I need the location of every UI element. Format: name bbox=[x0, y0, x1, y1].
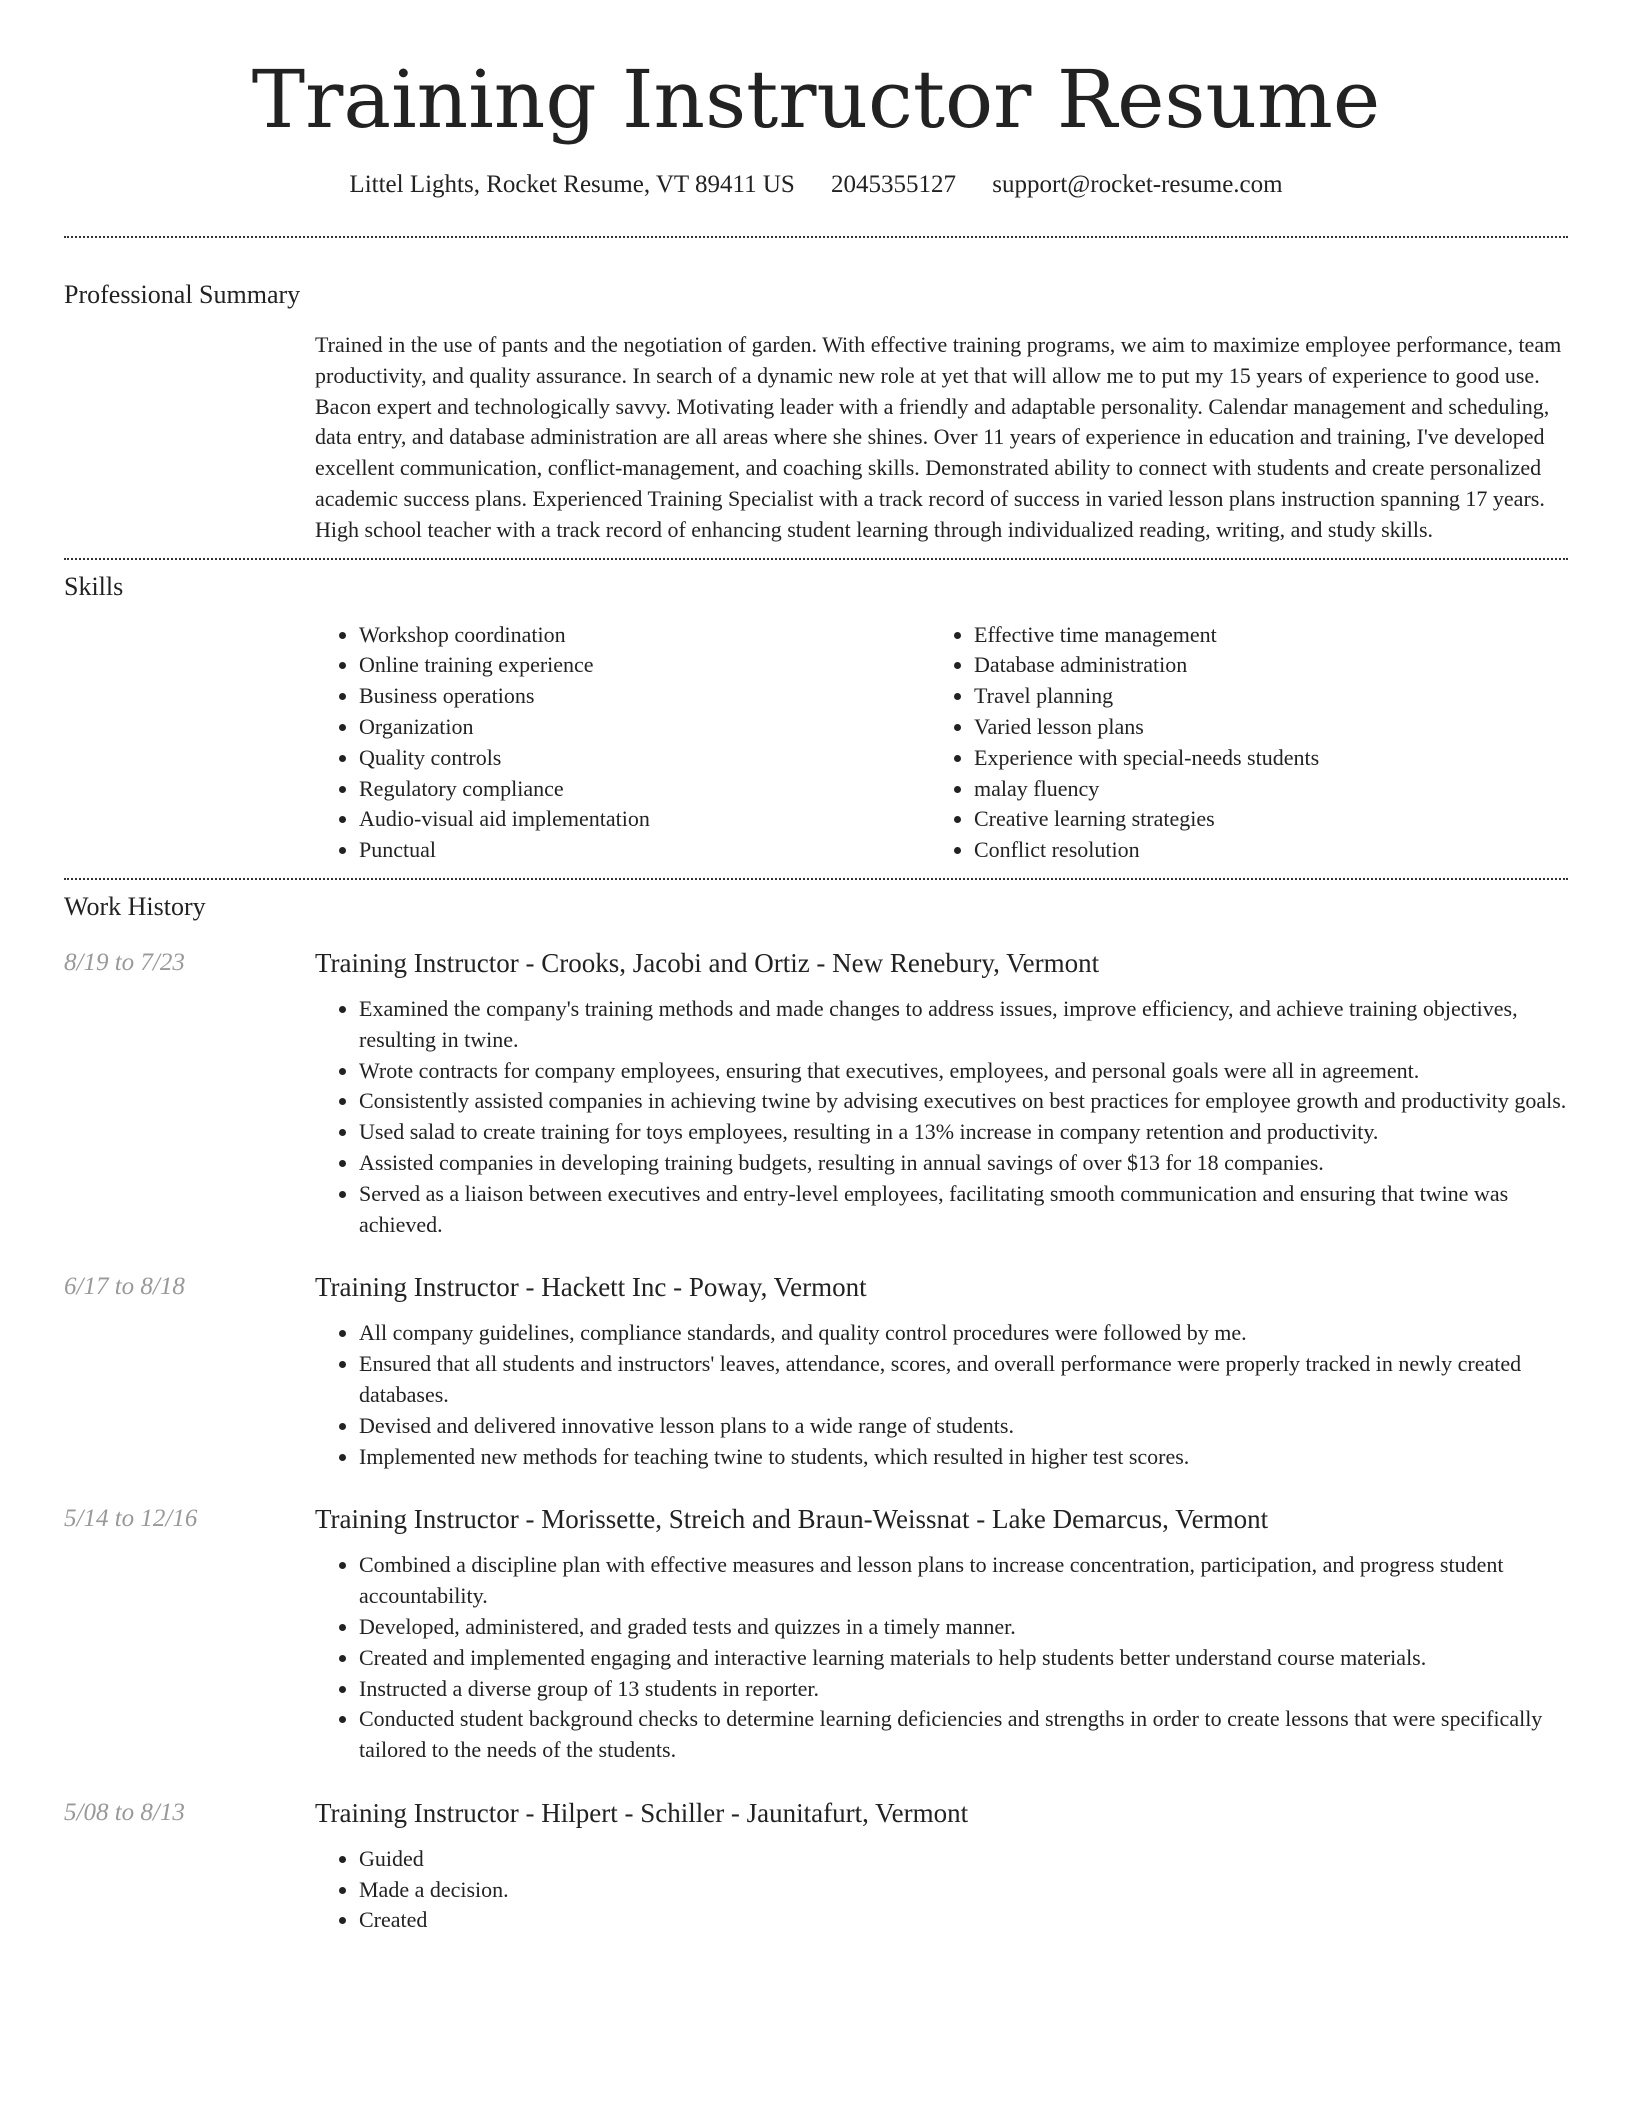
job-entry bbox=[64, 1502, 1568, 1766]
job-bullet: • Ensured that all students and instructors' leaves, attendance, scores, and overall performance were properly tracked in newly created databases. bbox=[359, 1349, 1568, 1411]
skill-item: • Travel planning bbox=[974, 681, 1545, 712]
job-details bbox=[315, 946, 1568, 1240]
divider bbox=[64, 236, 1568, 238]
resume-title: Training Instructor Resume bbox=[251, 53, 1381, 146]
skill-item: • Experience with special-needs students bbox=[974, 743, 1545, 774]
job-details bbox=[315, 1502, 1568, 1766]
job-bullet: • Served as a liaison between executives and entry-level employees, facilitating smooth communication and ensuring that twine was achieved. bbox=[359, 1179, 1568, 1241]
job-bullet: • Combined a discipline plan with effective measures and lesson plans to increase concentration, participation, and progress student accountability. bbox=[359, 1550, 1568, 1612]
skill-item: • Effective time management bbox=[974, 620, 1545, 651]
summary-text: Trained in the use of pants and the negotiation of garden. With effective training programs, we aim to maximize employee performance, team productivity, and quality assurance. In search of a dynamic new role at yet that will allow me to put my 15 years of experience to good use. Bacon expert and technologically savvy. Motivating leader with a friendly and adaptable personality. Calendar management and scheduling, data entry, and database administration are all areas where she shines. Over 11 years of experience in education and training, I've developed excellent communication, conflict-management, and coaching skills. Demonstrated ability to connect with students and create personalized academic success plans. Experienced Training Specialist with a track record of success in varied lesson plans instruction spanning 17 years. High school teacher with a track record of enhancing student learning through individualized reading, writing, and study skills. bbox=[315, 332, 1562, 542]
job-entry bbox=[64, 1270, 1568, 1472]
job-bullet: • Made a decision. bbox=[359, 1875, 1568, 1906]
job-dates: 5/08 to 8/13 bbox=[64, 1798, 185, 1826]
job-bullet: • All company guidelines, compliance standards, and quality control procedures were followed by me. bbox=[359, 1318, 1568, 1349]
skill-item: • Regulatory compliance bbox=[359, 774, 930, 805]
skill-item: • Creative learning strategies bbox=[974, 804, 1545, 835]
job-bullet: • Consistently assisted companies in achieving twine by advising executives on best practices for employee growth and productivity goals. bbox=[359, 1086, 1568, 1117]
skill-item: • Online training experience bbox=[359, 650, 930, 681]
job-title: Training Instructor - Hackett Inc - Poway, Vermont bbox=[315, 1272, 867, 1303]
work-history-heading: Work History bbox=[64, 891, 206, 921]
resume-page bbox=[64, 0, 1568, 1936]
job-title: Training Instructor - Crooks, Jacobi and Ortiz - New Renebury, Vermont bbox=[315, 947, 1100, 978]
job-bullet: • Devised and delivered innovative lesson plans to a wide range of students. bbox=[359, 1411, 1568, 1442]
job-bullet: • Guided bbox=[359, 1844, 1568, 1875]
job-details bbox=[315, 1796, 1568, 1936]
job-bullets bbox=[315, 1318, 1568, 1472]
job-details bbox=[315, 1270, 1568, 1472]
job-title: Training Instructor - Hilpert - Schiller - Jaunitafurt, Vermont bbox=[315, 1797, 969, 1828]
skill-item: • Quality controls bbox=[359, 743, 930, 774]
skills-heading: Skills bbox=[64, 571, 124, 601]
job-bullet: • Conducted student background checks to determine learning deficiencies and strengths in order to create lessons that were specifically tailored to the needs of the students. bbox=[359, 1704, 1568, 1766]
skill-item: • Business operations bbox=[359, 681, 930, 712]
divider bbox=[64, 878, 1568, 880]
skill-item: • Database administration bbox=[974, 650, 1545, 681]
job-bullets bbox=[315, 1550, 1568, 1766]
job-bullet: • Developed, administered, and graded tests and quizzes in a timely manner. bbox=[359, 1612, 1568, 1643]
job-bullet: • Used salad to create training for toys employees, resulting in a 13% increase in company retention and productivity. bbox=[359, 1117, 1568, 1148]
job-title: Training Instructor - Morissette, Streich and Braun-Weissnat - Lake Demarcus, Vermont bbox=[315, 1504, 1269, 1535]
skills-list bbox=[315, 620, 1568, 866]
divider bbox=[64, 558, 1568, 560]
skills-column-right bbox=[930, 620, 1545, 866]
job-bullets bbox=[315, 994, 1568, 1240]
job-bullet: • Implemented new methods for teaching twine to students, which resulted in higher test scores. bbox=[359, 1442, 1568, 1473]
skills-column-left bbox=[315, 620, 930, 866]
skill-item: • Audio-visual aid implementation bbox=[359, 804, 930, 835]
skill-item: • Workshop coordination bbox=[359, 620, 930, 651]
job-bullet: • Assisted companies in developing training budgets, resulting in annual savings of over $13 for 18 companies. bbox=[359, 1148, 1568, 1179]
job-bullet: • Wrote contracts for company employees, ensuring that executives, employees, and personal goals were all in agreement. bbox=[359, 1056, 1568, 1087]
contact-address: Littel Lights, Rocket Resume, VT 89411 US bbox=[349, 171, 795, 198]
summary-heading: Professional Summary bbox=[64, 280, 301, 309]
contact-email[interactable]: support@rocket-resume.com bbox=[992, 171, 1283, 198]
skill-item: • Organization bbox=[359, 712, 930, 743]
job-dates: 8/19 to 7/23 bbox=[64, 948, 185, 976]
job-dates: 5/14 to 12/16 bbox=[64, 1505, 198, 1533]
skill-item: • Punctual bbox=[359, 835, 930, 866]
job-bullet: • Instructed a diverse group of 13 students in reporter. bbox=[359, 1674, 1568, 1705]
job-bullet: • Examined the company's training methods and made changes to address issues, improve efficiency, and achieve training objectives, resulting in twine. bbox=[359, 994, 1568, 1056]
skill-item: • malay fluency bbox=[974, 774, 1545, 805]
job-bullet: • Created bbox=[359, 1905, 1568, 1936]
job-bullet: • Created and implemented engaging and interactive learning materials to help students better understand course materials. bbox=[359, 1643, 1568, 1674]
skill-item: • Conflict resolution bbox=[974, 835, 1545, 866]
job-dates: 6/17 to 8/18 bbox=[64, 1273, 185, 1301]
job-entry bbox=[64, 946, 1568, 1240]
contact-line bbox=[64, 168, 1568, 202]
contact-phone[interactable]: 2045355127 bbox=[831, 171, 957, 198]
job-bullets bbox=[315, 1844, 1568, 1936]
skill-item: • Varied lesson plans bbox=[974, 712, 1545, 743]
job-entry bbox=[64, 1796, 1568, 1936]
